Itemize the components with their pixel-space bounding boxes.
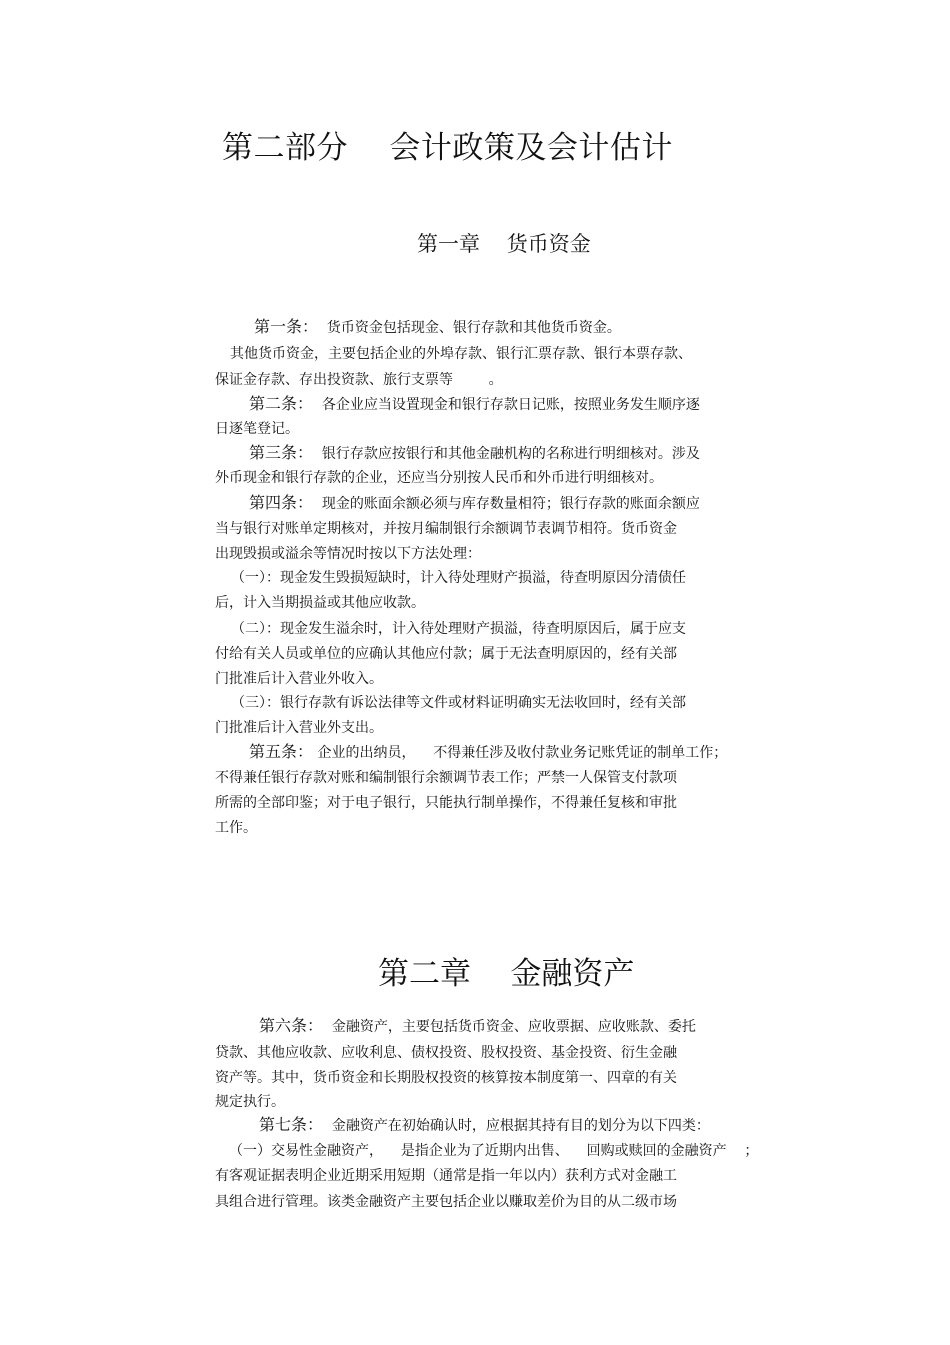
article-6-line-3: 资产等。其中，货币资金和长期股权投资的核算按本制度第一、四章的有关 [215,1070,677,1086]
article-1-text: 货币资金包括现金、银行存款和其他货币资金。 [318,320,621,336]
article-3-line-2: 外币现金和银行存款的企业，还应当分别按人民币和外币进行明细核对。 [215,470,663,486]
article-7-item-1-line-3: 具组合进行管理。该类金融资产主要包括企业以赚取差价为目的从二级市场 [215,1194,677,1210]
article-4-item-3-line-2: 门批准后计入营业外支出。 [215,720,383,736]
article-4-item-2-line-1: （二）：现金发生溢余时，计入待处理财产损溢，待查明原因后，属于应支 [231,621,686,637]
article-5-line-4: 工作。 [215,820,257,836]
chapter-2-title: 第二章 金融资产 [378,956,635,992]
article-7-item-1-line-2: 有客观证据表明企业近期采用短期（通常是指一年以内）获利方式对金融工 [215,1168,677,1184]
article-4-item-1-line-2: 后，计入当期损益或其他应收款。 [215,595,425,611]
article-4-line-3: 出现毁损或溢余等情况时按以下方法处理： [215,546,481,562]
article-3-label: 第三条： [249,443,314,462]
article-4-item-3-line-1: （三）：银行存款有诉讼法律等文件或材料证明确实无法收回时，经有关部 [231,695,686,711]
article-4-item-2-line-3: 门批准后计入营业外收入。 [215,671,383,687]
article-7-text: 金融资产在初始确认时，应根据其持有目的划分为以下四类： [323,1118,710,1134]
article-4-label: 第四条： [249,493,314,512]
article-7-label: 第七条： [259,1115,324,1134]
article-5-line-3: 所需的全部印鉴；对于电子银行，只能执行制单操作，不得兼任复核和审批 [215,795,677,811]
article-2-line-1 [249,395,700,414]
article-6-line-2: 贷款、其他应收款、应收利息、债权投资、股权投资、基金投资、衍生金融 [215,1045,677,1061]
article-1-line-3: 保证金存款、存出投资款、旅行支票等 。 [215,372,503,388]
chapter-1-title: 第一章 货币资金 [417,232,591,256]
article-3-line-1 [249,444,700,463]
article-4-text: 现金的账面余额必须与库存数量相符；银行存款的账面余额应 [313,496,700,512]
article-6-line-1 [259,1017,696,1036]
article-4-item-1-line-1: （一）：现金发生毁损短缺时，计入待处理财产损溢，待查明原因分清债任 [231,570,686,586]
article-5-line-1 [249,743,727,762]
article-5-text: 企业的出纳员， 不得兼任涉及收付款业务记账凭证的制单工作； [313,745,728,761]
article-7-item-1-line-1: （一）交易性金融资产， 是指企业为了近期内出售、 回购或赎回的金融资产 ； [229,1143,759,1159]
article-7-line-1 [259,1116,710,1135]
article-1-label: 第一条： [254,317,319,336]
article-6-text: 金融资产，主要包括货币资金、应收票据、应收账款、委托 [323,1019,696,1035]
article-3-text: 银行存款应按银行和其他金融机构的名称进行明细核对。涉及 [313,446,700,462]
article-4-item-2-line-2: 付给有关人员或单位的应确认其他应付款；属于无法查明原因的，经有关部 [215,646,677,662]
article-6-label: 第六条： [259,1016,324,1035]
part-title: 第二部分 会计政策及会计估计 [222,130,673,166]
article-1-line-2: 其他货币资金，主要包括企业的外埠存款、银行汇票存款、银行本票存款、 [230,346,692,362]
article-2-text: 各企业应当设置现金和银行存款日记账，按照业务发生顺序逐 [313,397,700,413]
article-6-line-4: 规定执行。 [215,1094,285,1110]
article-5-line-2: 不得兼任银行存款对账和编制银行余额调节表工作；严禁一人保管支付款项 [215,770,677,786]
article-1-line-1 [254,318,621,337]
article-5-label: 第五条： [249,742,314,761]
article-2-label: 第二条： [249,394,314,413]
article-2-line-2: 日逐笔登记。 [215,421,299,437]
article-4-line-1 [249,494,700,513]
article-4-line-2: 当与银行对账单定期核对，并按月编制银行余额调节表调节相符。货币资金 [215,521,677,537]
